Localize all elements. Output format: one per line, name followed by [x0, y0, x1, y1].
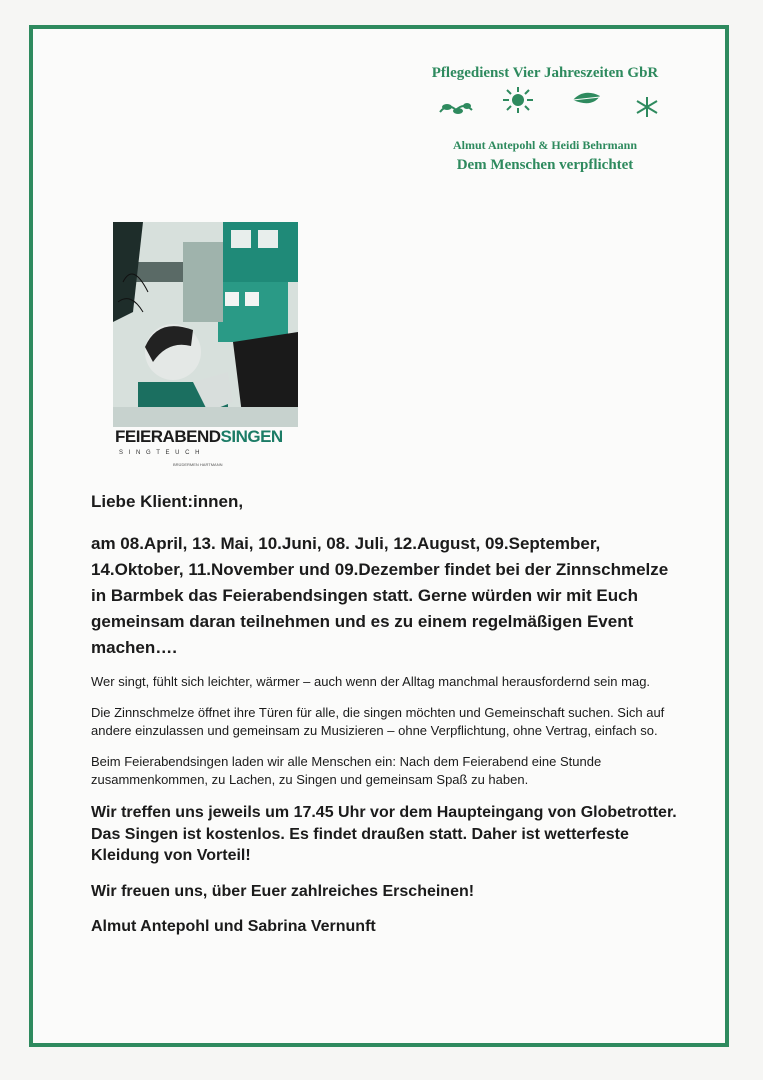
poster-credits: BRÜDERMEN HARTMANN	[173, 462, 223, 467]
season-icons	[380, 86, 710, 126]
paragraph-singing: Wer singt, fühlt sich leichter, wärmer – auch wenn der Alltag manchmal herausfordernd sein mag.	[91, 674, 651, 689]
paragraph-zinnschmelze: Die Zinnschmelze öffnet ihre Türen für alle, die singen möchten und Gemeinschaft suchen. Sich auf andere einzulassen und gemeinsam zu Musizieren – ohne Verpflichtung, ohne Vertrag, einfach so.	[91, 705, 665, 738]
poster-subtitle: S I N G T E U C H	[119, 450, 202, 456]
autumn-leaf-icon	[570, 88, 604, 110]
event-poster	[113, 222, 298, 472]
poster-title	[115, 427, 283, 447]
spring-leaves-icon	[438, 98, 474, 118]
owner-names: Almut Antepohl & Heidi Behrmann	[452, 138, 638, 152]
paragraph-feierabendsingen: Beim Feierabendsingen laden wir alle Menschen ein: Nach dem Feierabend eine Stunde zusammenkommen, zu Lachen, zu Singen und gemeinsam Spaß zu haben.	[91, 754, 602, 787]
letterhead	[380, 65, 710, 174]
company-motto: Dem Menschen verpflichtet	[456, 157, 634, 173]
poster-title-part2: SINGEN	[220, 427, 283, 446]
winter-snowflake-icon	[633, 96, 661, 118]
poster-illustration	[113, 222, 298, 427]
poster-title-part1: FEIERABEND	[115, 427, 221, 446]
signature: Almut Antepohl und Sabrina Vernunft	[91, 918, 376, 935]
closing-line: Wir freuen uns, über Euer zahlreiches Erscheinen!	[91, 882, 475, 900]
intro-paragraph: am 08.April, 13. Mai, 10.Juni, 08. Juli, 12.August, 09.September, 14.Oktober, 11.November und 09.Dezember findet bei der Zinnschmelze in Barmbek das Feierabendsingen statt. Gerne würden wir mit Euch gemeinsam daran teilnehmen und es zu einem regelmäßigen Event machen….	[91, 534, 669, 657]
summer-sun-icon	[500, 86, 536, 114]
greeting: Liebe Klient:innen,	[91, 492, 244, 511]
company-name: Pflegedienst Vier Jahreszeiten GbR	[431, 65, 659, 81]
meeting-info: Wir treffen uns jeweils um 17.45 Uhr vor dem Haupteingang von Globetrotter. Das Singen ist kostenlos. Es findet draußen statt. Daher ist wetterfeste Kleidung von Vorteil!	[91, 804, 677, 864]
letter-body	[91, 492, 681, 952]
